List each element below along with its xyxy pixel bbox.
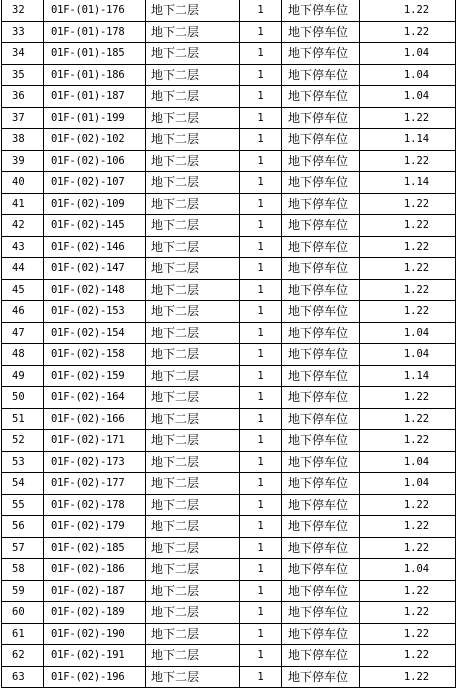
floor-cell: 地下二层 <box>146 602 240 624</box>
floor-cell: 地下二层 <box>146 21 240 43</box>
table-row <box>2 344 456 366</box>
row-number-cell: 58 <box>2 559 44 581</box>
space-type-cell: 地下停车位 <box>282 602 360 624</box>
table-row <box>2 21 456 43</box>
area-cell: 1.22 <box>360 387 456 409</box>
area-cell: 1.22 <box>360 430 456 452</box>
quantity-cell: 1 <box>240 365 282 387</box>
table-row <box>2 215 456 237</box>
space-code-cell: 01F-(02)-106 <box>44 150 146 172</box>
area-cell: 1.04 <box>360 322 456 344</box>
floor-cell: 地下二层 <box>146 322 240 344</box>
floor-cell: 地下二层 <box>146 129 240 151</box>
space-code-cell: 01F-(01)-178 <box>44 21 146 43</box>
space-type-cell: 地下停车位 <box>282 236 360 258</box>
row-number-cell: 39 <box>2 150 44 172</box>
quantity-cell: 1 <box>240 516 282 538</box>
quantity-cell: 1 <box>240 602 282 624</box>
row-number-cell: 33 <box>2 21 44 43</box>
table-row <box>2 129 456 151</box>
area-cell: 1.22 <box>360 494 456 516</box>
space-code-cell: 01F-(02)-159 <box>44 365 146 387</box>
space-type-cell: 地下停车位 <box>282 193 360 215</box>
space-type-cell: 地下停车位 <box>282 623 360 645</box>
table-row <box>2 645 456 667</box>
space-code-cell: 01F-(02)-166 <box>44 408 146 430</box>
quantity-cell: 1 <box>240 408 282 430</box>
table-row <box>2 86 456 108</box>
floor-cell: 地下二层 <box>146 236 240 258</box>
floor-cell: 地下二层 <box>146 473 240 495</box>
row-number-cell: 35 <box>2 64 44 86</box>
table-row <box>2 43 456 65</box>
table-row <box>2 322 456 344</box>
row-number-cell: 54 <box>2 473 44 495</box>
floor-cell: 地下二层 <box>146 150 240 172</box>
area-cell: 1.22 <box>360 21 456 43</box>
quantity-cell: 1 <box>240 473 282 495</box>
row-number-cell: 38 <box>2 129 44 151</box>
space-code-cell: 01F-(02)-178 <box>44 494 146 516</box>
row-number-cell: 46 <box>2 301 44 323</box>
space-type-cell: 地下停车位 <box>282 129 360 151</box>
space-code-cell: 01F-(02)-187 <box>44 580 146 602</box>
quantity-cell: 1 <box>240 43 282 65</box>
area-cell: 1.22 <box>360 107 456 129</box>
row-number-cell: 37 <box>2 107 44 129</box>
row-number-cell: 52 <box>2 430 44 452</box>
space-type-cell: 地下停车位 <box>282 258 360 280</box>
quantity-cell: 1 <box>240 322 282 344</box>
space-code-cell: 01F-(01)-199 <box>44 107 146 129</box>
quantity-cell: 1 <box>240 451 282 473</box>
space-code-cell: 01F-(02)-185 <box>44 537 146 559</box>
space-type-cell: 地下停车位 <box>282 215 360 237</box>
area-cell: 1.04 <box>360 559 456 581</box>
space-type-cell: 地下停车位 <box>282 666 360 688</box>
space-type-cell: 地下停车位 <box>282 408 360 430</box>
space-code-cell: 01F-(02)-177 <box>44 473 146 495</box>
quantity-cell: 1 <box>240 150 282 172</box>
quantity-cell: 1 <box>240 107 282 129</box>
table-row <box>2 258 456 280</box>
floor-cell: 地下二层 <box>146 0 240 21</box>
area-cell: 1.22 <box>360 193 456 215</box>
quantity-cell: 1 <box>240 215 282 237</box>
table-row <box>2 172 456 194</box>
area-cell: 1.14 <box>360 172 456 194</box>
row-number-cell: 44 <box>2 258 44 280</box>
floor-cell: 地下二层 <box>146 279 240 301</box>
floor-cell: 地下二层 <box>146 623 240 645</box>
area-cell: 1.22 <box>360 537 456 559</box>
space-code-cell: 01F-(02)-109 <box>44 193 146 215</box>
floor-cell: 地下二层 <box>146 451 240 473</box>
quantity-cell: 1 <box>240 86 282 108</box>
quantity-cell: 1 <box>240 580 282 602</box>
table-row <box>2 236 456 258</box>
floor-cell: 地下二层 <box>146 559 240 581</box>
area-cell: 1.04 <box>360 473 456 495</box>
row-number-cell: 56 <box>2 516 44 538</box>
row-number-cell: 40 <box>2 172 44 194</box>
table-row <box>2 193 456 215</box>
row-number-cell: 60 <box>2 602 44 624</box>
row-number-cell: 45 <box>2 279 44 301</box>
row-number-cell: 41 <box>2 193 44 215</box>
space-code-cell: 01F-(02)-158 <box>44 344 146 366</box>
space-type-cell: 地下停车位 <box>282 645 360 667</box>
space-type-cell: 地下停车位 <box>282 279 360 301</box>
row-number-cell: 63 <box>2 666 44 688</box>
quantity-cell: 1 <box>240 666 282 688</box>
table-row <box>2 580 456 602</box>
space-code-cell: 01F-(02)-145 <box>44 215 146 237</box>
area-cell: 1.22 <box>360 279 456 301</box>
table-row <box>2 537 456 559</box>
quantity-cell: 1 <box>240 344 282 366</box>
space-code-cell: 01F-(01)-186 <box>44 64 146 86</box>
area-cell: 1.22 <box>360 150 456 172</box>
table-row <box>2 64 456 86</box>
table-row <box>2 387 456 409</box>
space-code-cell: 01F-(02)-146 <box>44 236 146 258</box>
quantity-cell: 1 <box>240 129 282 151</box>
space-code-cell: 01F-(02)-148 <box>44 279 146 301</box>
floor-cell: 地下二层 <box>146 645 240 667</box>
table-row <box>2 365 456 387</box>
quantity-cell: 1 <box>240 258 282 280</box>
space-code-cell: 01F-(02)-164 <box>44 387 146 409</box>
table-row <box>2 602 456 624</box>
quantity-cell: 1 <box>240 559 282 581</box>
area-cell: 1.22 <box>360 580 456 602</box>
area-cell: 1.04 <box>360 86 456 108</box>
row-number-cell: 59 <box>2 580 44 602</box>
floor-cell: 地下二层 <box>146 172 240 194</box>
space-code-cell: 01F-(02)-153 <box>44 301 146 323</box>
space-code-cell: 01F-(02)-171 <box>44 430 146 452</box>
area-cell: 1.22 <box>360 645 456 667</box>
space-type-cell: 地下停车位 <box>282 107 360 129</box>
space-code-cell: 01F-(02)-190 <box>44 623 146 645</box>
space-type-cell: 地下停车位 <box>282 387 360 409</box>
floor-cell: 地下二层 <box>146 666 240 688</box>
space-code-cell: 01F-(02)-173 <box>44 451 146 473</box>
row-number-cell: 47 <box>2 322 44 344</box>
row-number-cell: 55 <box>2 494 44 516</box>
row-number-cell: 50 <box>2 387 44 409</box>
row-number-cell: 49 <box>2 365 44 387</box>
area-cell: 1.22 <box>360 602 456 624</box>
area-cell: 1.22 <box>360 623 456 645</box>
row-number-cell: 48 <box>2 344 44 366</box>
floor-cell: 地下二层 <box>146 107 240 129</box>
space-type-cell: 地下停车位 <box>282 580 360 602</box>
space-code-cell: 01F-(02)-189 <box>44 602 146 624</box>
space-type-cell: 地下停车位 <box>282 430 360 452</box>
table-row <box>2 408 456 430</box>
space-type-cell: 地下停车位 <box>282 559 360 581</box>
floor-cell: 地下二层 <box>146 516 240 538</box>
quantity-cell: 1 <box>240 21 282 43</box>
floor-cell: 地下二层 <box>146 193 240 215</box>
row-number-cell: 53 <box>2 451 44 473</box>
row-number-cell: 57 <box>2 537 44 559</box>
space-type-cell: 地下停车位 <box>282 516 360 538</box>
quantity-cell: 1 <box>240 494 282 516</box>
space-code-cell: 01F-(02)-102 <box>44 129 146 151</box>
quantity-cell: 1 <box>240 236 282 258</box>
row-number-cell: 51 <box>2 408 44 430</box>
space-code-cell: 01F-(02)-154 <box>44 322 146 344</box>
floor-cell: 地下二层 <box>146 64 240 86</box>
space-code-cell: 01F-(02)-107 <box>44 172 146 194</box>
space-type-cell: 地下停车位 <box>282 451 360 473</box>
space-type-cell: 地下停车位 <box>282 0 360 21</box>
table-body <box>2 0 456 688</box>
floor-cell: 地下二层 <box>146 301 240 323</box>
parking-space-table <box>1 0 456 688</box>
floor-cell: 地下二层 <box>146 430 240 452</box>
row-number-cell: 36 <box>2 86 44 108</box>
area-cell: 1.04 <box>360 64 456 86</box>
space-type-cell: 地下停车位 <box>282 150 360 172</box>
floor-cell: 地下二层 <box>146 344 240 366</box>
space-code-cell: 01F-(02)-179 <box>44 516 146 538</box>
quantity-cell: 1 <box>240 64 282 86</box>
floor-cell: 地下二层 <box>146 43 240 65</box>
table-row <box>2 451 456 473</box>
area-cell: 1.22 <box>360 258 456 280</box>
table-row <box>2 301 456 323</box>
area-cell: 1.04 <box>360 43 456 65</box>
space-type-cell: 地下停车位 <box>282 537 360 559</box>
floor-cell: 地下二层 <box>146 215 240 237</box>
floor-cell: 地下二层 <box>146 580 240 602</box>
space-type-cell: 地下停车位 <box>282 43 360 65</box>
quantity-cell: 1 <box>240 172 282 194</box>
space-code-cell: 01F-(02)-147 <box>44 258 146 280</box>
table-row <box>2 559 456 581</box>
quantity-cell: 1 <box>240 430 282 452</box>
quantity-cell: 1 <box>240 301 282 323</box>
table-row <box>2 107 456 129</box>
row-number-cell: 61 <box>2 623 44 645</box>
quantity-cell: 1 <box>240 537 282 559</box>
floor-cell: 地下二层 <box>146 537 240 559</box>
space-code-cell: 01F-(01)-185 <box>44 43 146 65</box>
space-code-cell: 01F-(01)-187 <box>44 86 146 108</box>
area-cell: 1.22 <box>360 0 456 21</box>
quantity-cell: 1 <box>240 0 282 21</box>
floor-cell: 地下二层 <box>146 258 240 280</box>
area-cell: 1.22 <box>360 215 456 237</box>
space-type-cell: 地下停车位 <box>282 322 360 344</box>
space-type-cell: 地下停车位 <box>282 473 360 495</box>
floor-cell: 地下二层 <box>146 86 240 108</box>
row-number-cell: 62 <box>2 645 44 667</box>
space-code-cell: 01F-(01)-176 <box>44 0 146 21</box>
space-type-cell: 地下停车位 <box>282 86 360 108</box>
quantity-cell: 1 <box>240 645 282 667</box>
area-cell: 1.22 <box>360 408 456 430</box>
space-type-cell: 地下停车位 <box>282 21 360 43</box>
space-code-cell: 01F-(02)-186 <box>44 559 146 581</box>
table-row <box>2 473 456 495</box>
table-row <box>2 666 456 688</box>
area-cell: 1.22 <box>360 516 456 538</box>
space-type-cell: 地下停车位 <box>282 64 360 86</box>
quantity-cell: 1 <box>240 387 282 409</box>
table-row <box>2 0 456 21</box>
row-number-cell: 42 <box>2 215 44 237</box>
table-row <box>2 279 456 301</box>
table-row <box>2 516 456 538</box>
space-type-cell: 地下停车位 <box>282 365 360 387</box>
quantity-cell: 1 <box>240 623 282 645</box>
quantity-cell: 1 <box>240 193 282 215</box>
space-type-cell: 地下停车位 <box>282 301 360 323</box>
area-cell: 1.14 <box>360 365 456 387</box>
table-row <box>2 623 456 645</box>
quantity-cell: 1 <box>240 279 282 301</box>
row-number-cell: 43 <box>2 236 44 258</box>
floor-cell: 地下二层 <box>146 387 240 409</box>
space-type-cell: 地下停车位 <box>282 494 360 516</box>
space-code-cell: 01F-(02)-191 <box>44 645 146 667</box>
area-cell: 1.04 <box>360 344 456 366</box>
row-number-cell: 32 <box>2 0 44 21</box>
table-row <box>2 430 456 452</box>
space-code-cell: 01F-(02)-196 <box>44 666 146 688</box>
table-row <box>2 150 456 172</box>
table-row <box>2 494 456 516</box>
space-type-cell: 地下停车位 <box>282 172 360 194</box>
area-cell: 1.04 <box>360 451 456 473</box>
area-cell: 1.22 <box>360 666 456 688</box>
row-number-cell: 34 <box>2 43 44 65</box>
area-cell: 1.14 <box>360 129 456 151</box>
floor-cell: 地下二层 <box>146 494 240 516</box>
floor-cell: 地下二层 <box>146 365 240 387</box>
area-cell: 1.22 <box>360 301 456 323</box>
floor-cell: 地下二层 <box>146 408 240 430</box>
area-cell: 1.22 <box>360 236 456 258</box>
space-type-cell: 地下停车位 <box>282 344 360 366</box>
